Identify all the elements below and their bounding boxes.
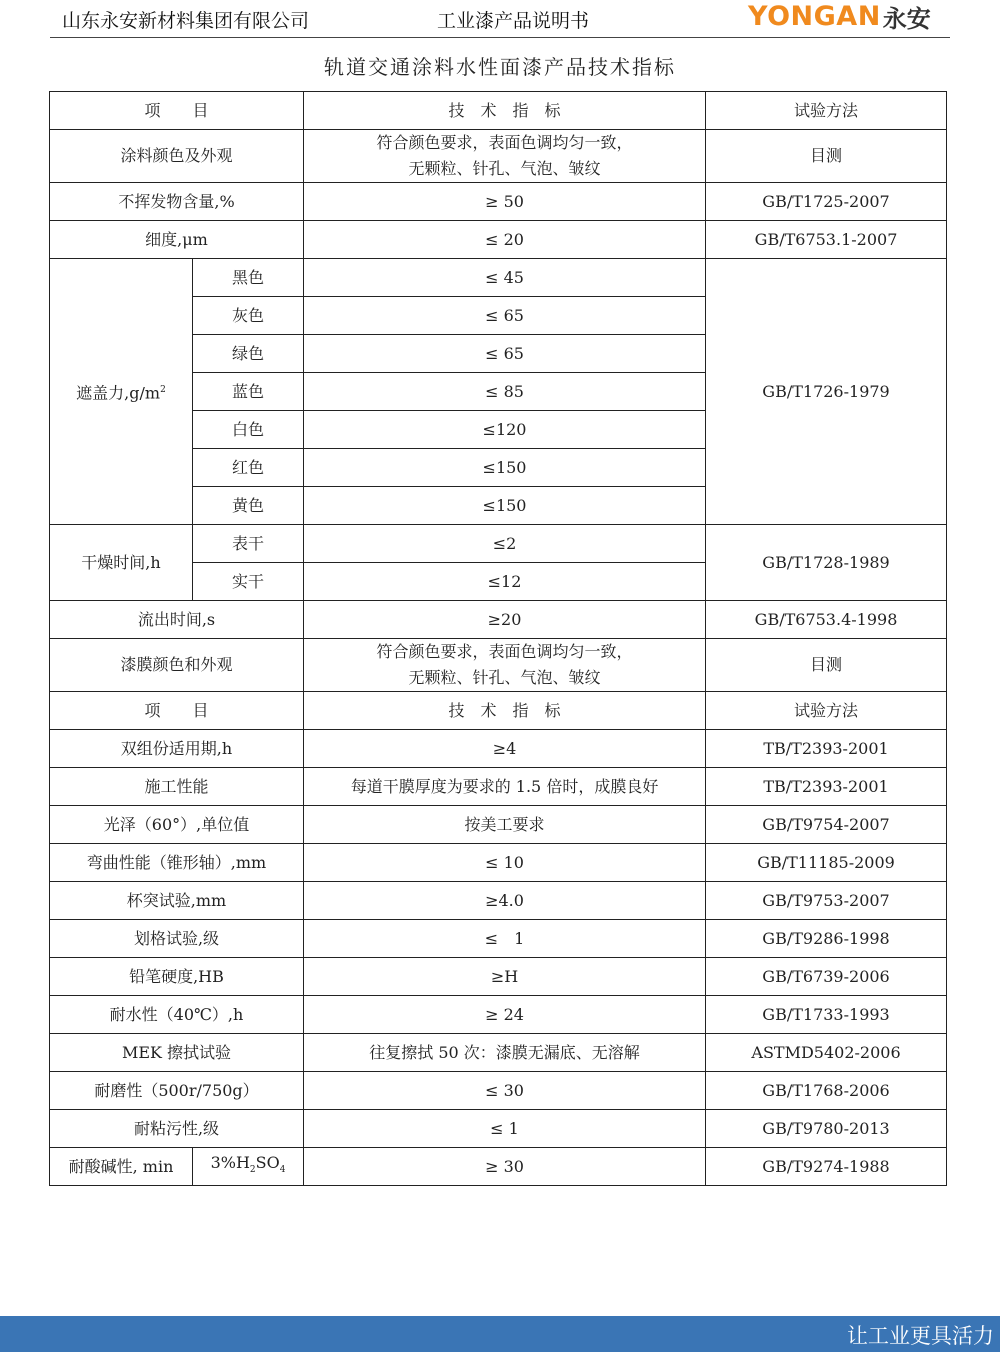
table-subheader-row [50,692,947,730]
table-row [50,1034,947,1072]
table-row [50,996,947,1034]
row-item: 流出时间,s [50,601,304,639]
row-method: GB/T11185-2009 [706,844,947,882]
header-item: 项 目 [50,692,304,730]
row-item: 漆膜颜色和外观 [50,639,304,692]
row-method: TB/T2393-2001 [706,768,947,806]
table-row [50,730,947,768]
row-method: 目测 [706,639,947,692]
row-spec: ≤ 65 [304,297,706,335]
yongan-logo [748,0,931,32]
row-method: TB/T2393-2001 [706,730,947,768]
header-method: 试验方法 [706,92,947,130]
reagent-mid: SO [255,1152,280,1172]
sub-item: 蓝色 [193,373,304,411]
row-method: GB/T9274-1988 [706,1148,947,1186]
page-footer [0,1316,1000,1352]
row-spec: ≥ 50 [304,183,706,221]
row-item: 弯曲性能（锥形轴）,mm [50,844,304,882]
row-spec: ≥ 24 [304,996,706,1034]
table-row [50,1110,947,1148]
table-row [50,601,947,639]
table-row [50,1148,947,1186]
sub-item: 红色 [193,449,304,487]
table-row [50,806,947,844]
header-divider [50,37,950,38]
row-method: GB/T6739-2006 [706,958,947,996]
row-item: MEK 擦拭试验 [50,1034,304,1072]
row-method: GB/T9780-2013 [706,1110,947,1148]
row-method: GB/T1733-1993 [706,996,947,1034]
reagent-sub1: 2 [249,1165,256,1176]
row-method: GB/T1768-2006 [706,1072,947,1110]
sub-item-reagent [193,1148,304,1186]
row-method: GB/T1726-1979 [706,259,947,525]
row-item: 不挥发物含量,% [50,183,304,221]
table-row [50,130,947,183]
row-method: GB/T6753.4-1998 [706,601,947,639]
table-row [50,920,947,958]
row-item: 干燥时间,h [50,525,193,601]
header-spec: 技 术 指 标 [304,692,706,730]
row-spec: ≤ 85 [304,373,706,411]
table-row [50,958,947,996]
row-method: 目测 [706,130,947,183]
row-spec: ≥ 30 [304,1148,706,1186]
row-spec: ≥4 [304,730,706,768]
row-item: 耐磨性（500r/750g） [50,1072,304,1110]
sub-item: 实干 [193,563,304,601]
table-row [50,882,947,920]
row-spec: ≤ 10 [304,844,706,882]
table-row [50,221,947,259]
row-spec: ≥20 [304,601,706,639]
row-item: 细度,μm [50,221,304,259]
spec-line: 无颗粒、针孔、气泡、皱纹 [408,159,601,178]
row-spec [304,639,706,692]
row-method: GB/T9286-1998 [706,920,947,958]
row-spec: ≤ 45 [304,259,706,297]
table-row [50,639,947,692]
sub-item: 黄色 [193,487,304,525]
footer-slogan: 让工业更具活力 [847,1324,994,1348]
row-item: 耐粘污性,级 [50,1110,304,1148]
row-method: GB/T6753.1-2007 [706,221,947,259]
row-spec: ≤120 [304,411,706,449]
row-item: 杯突试验,mm [50,882,304,920]
row-spec: ≤ 1 [304,1110,706,1148]
company-name: 山东永安新材料集团有限公司 [62,10,310,32]
table-row [50,525,947,563]
hiding-unit-sup: 2 [160,384,166,395]
header-method: 试验方法 [706,692,947,730]
table-row [50,768,947,806]
row-spec: ≤ 30 [304,1072,706,1110]
row-spec: ≥4.0 [304,882,706,920]
row-spec: ≤ 1 [304,920,706,958]
row-spec: ≤ 20 [304,221,706,259]
sub-item: 黑色 [193,259,304,297]
header-spec: 技 术 指 标 [304,92,706,130]
row-method: GB/T9754-2007 [706,806,947,844]
table-row [50,259,947,297]
spec-line: 符合颜色要求，表面色调均匀一致， [376,642,633,661]
row-spec: 每道干膜厚度为要求的 1.5 倍时，成膜良好 [304,768,706,806]
row-spec: ≤12 [304,563,706,601]
row-spec: ≤2 [304,525,706,563]
row-item: 施工性能 [50,768,304,806]
row-spec: ≤150 [304,449,706,487]
row-item: 耐酸碱性, min [50,1148,193,1186]
sub-item: 灰色 [193,297,304,335]
row-item: 光泽（60°）,单位值 [50,806,304,844]
row-item: 涂料颜色及外观 [50,130,304,183]
row-item: 双组份适用期,h [50,730,304,768]
row-item: 耐水性（40℃）,h [50,996,304,1034]
row-item: 铅笔硬度,HB [50,958,304,996]
hiding-label: 遮盖力,g/m [76,383,161,403]
spec-line: 无颗粒、针孔、气泡、皱纹 [408,668,601,687]
row-item [50,259,193,525]
row-spec: ≥H [304,958,706,996]
sub-item: 白色 [193,411,304,449]
row-item: 划格试验,级 [50,920,304,958]
sub-item: 绿色 [193,335,304,373]
row-spec: 按美工要求 [304,806,706,844]
document-title: 工业漆产品说明书 [437,10,590,32]
row-spec: 往复擦拭 50 次：漆膜无漏底、无溶解 [304,1034,706,1072]
row-spec: ≤ 65 [304,335,706,373]
reagent-sub2: 4 [279,1165,286,1176]
row-method: GB/T1725-2007 [706,183,947,221]
page-header [0,0,1000,40]
logo-latin-text: YONGAN [748,0,881,32]
spec-table [49,91,947,1186]
row-spec [304,130,706,183]
table-row [50,1072,947,1110]
row-method: GB/T9753-2007 [706,882,947,920]
row-method: ASTMD5402-2006 [706,1034,947,1072]
row-spec: ≤150 [304,487,706,525]
row-method: GB/T1728-1989 [706,525,947,601]
spec-line: 符合颜色要求，表面色调均匀一致， [376,133,633,152]
table-row [50,844,947,882]
page-title: 轨道交通涂料水性面漆产品技术指标 [324,55,676,79]
header-item: 项 目 [50,92,304,130]
table-row [50,183,947,221]
logo-cjk-text: 永安 [882,4,931,33]
sub-item: 表干 [193,525,304,563]
table-header-row [50,92,947,130]
reagent-pre: 3%H [210,1152,250,1172]
